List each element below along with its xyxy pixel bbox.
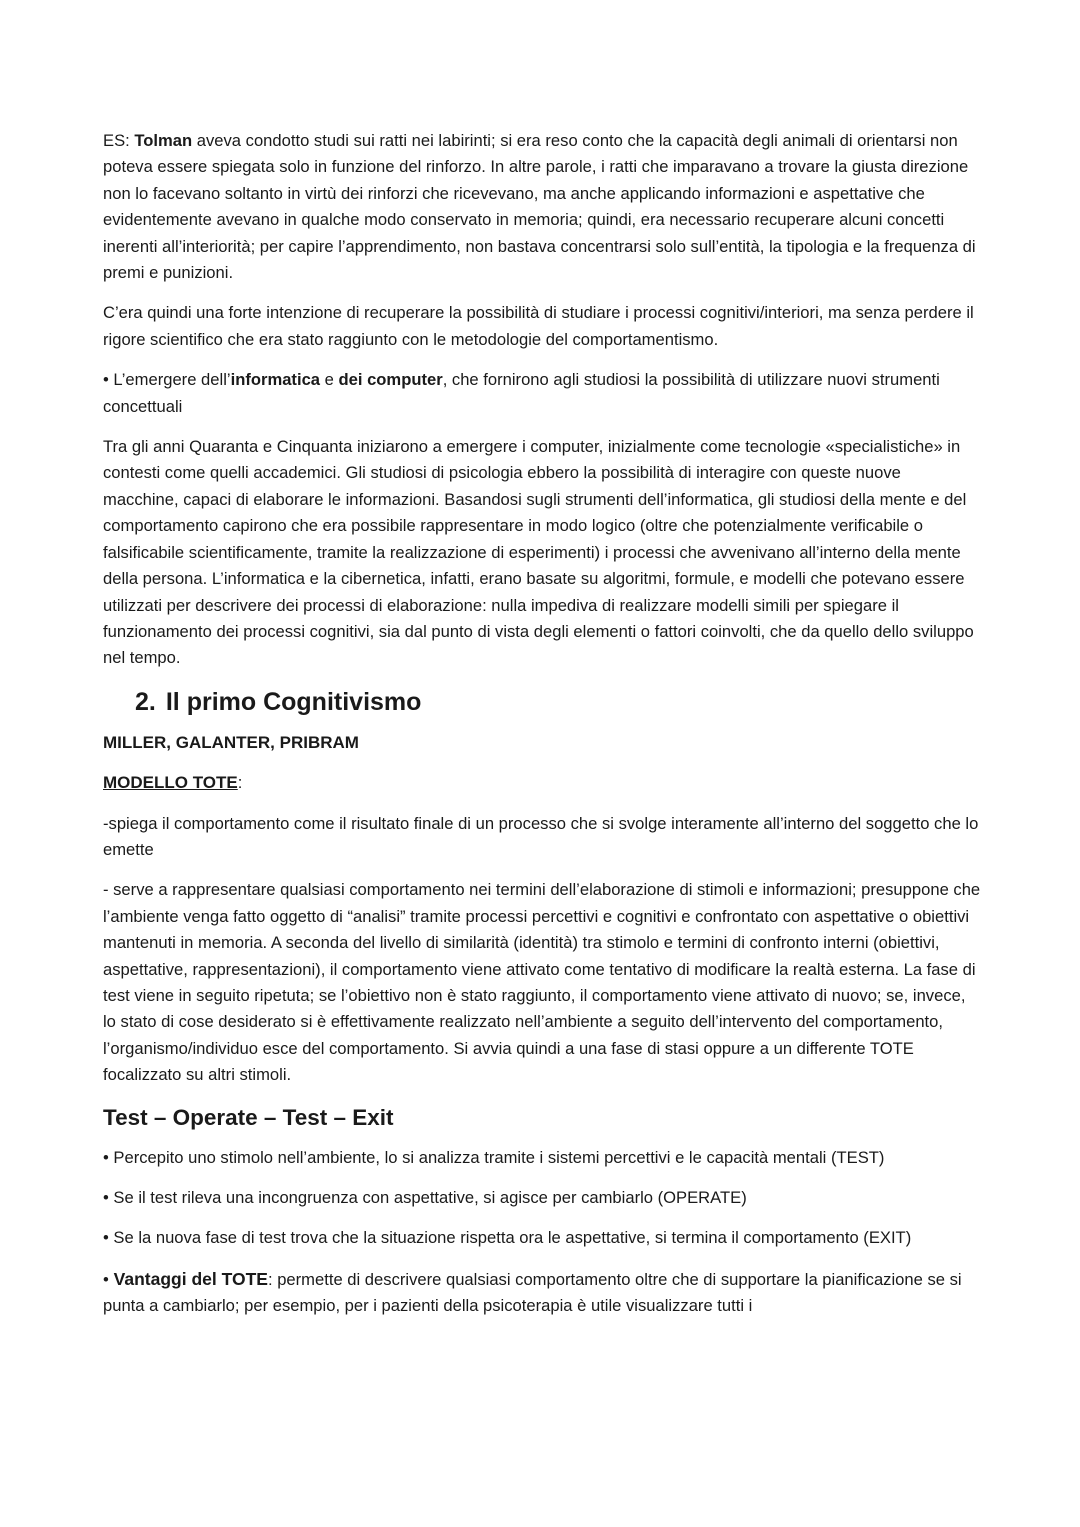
document-page [103, 128, 981, 1334]
bullet-operate: • Se il test rileva una incongruenza con aspettative, si agisce per cambiarlo (OPERATE) [103, 1188, 747, 1207]
paragraph-tote-serves: - serve a rappresentare qualsiasi comportamento nei termini dell’elaborazione di stimoli e informazioni; presuppone che l’ambiente venga fatto oggetto di “analisi” tramite processi percettivi e cognitivi e confrontato con aspettative o obiettivi mantenuti in memoria. A seconda del livello di similarità (identità) tra stimolo e termini di confronto interni (obiettivi, aspettative, rappresentazioni), il comportamento viene attivato come tentativo di modificare la realtà esterna. La fase di test viene in seguito ripetuta; se l’obiettivo non è stato raggiunto, il comportamento viene attivato di nuovo; se, invece, lo stato di cose desiderato si è effettivamente realizzato nell’ambiente a seguito dell’intervento del comportamento, l’organismo/individuo esce del comportamento. Si avvia quindi a una fase di stasi oppure a un differente TOTE focalizzato su altri stimoli. [103, 880, 981, 1085]
section-title: Il primo Cognitivismo [165, 687, 422, 716]
paragraph-cognitive-intent: C’era quindi una forte intenzione di recuperare la possibilità di studiare i processi cognitivi/interiori, ma senza perdere il rigore scientifico che era stato raggiunto con le metodologie del comportamentismo. [103, 303, 974, 349]
bullet-test: • Percepito uno stimolo nell’ambiente, lo si analizza tramite i sistemi percettivi e le capacità mentali (TEST) [103, 1147, 885, 1167]
section-number: 2. [135, 687, 156, 716]
bullet-advantages: • Vantaggi del TOTE: permette di descrivere qualsiasi comportamento oltre che di supportare la pianificazione se si punta a cambiarlo; per esempio, per i pazienti della psicoterapia è utile visualizzare tutti i [103, 1268, 962, 1316]
paragraph-computers: Tra gli anni Quaranta e Cinquanta iniziarono a emergere i computer, inizialmente come tecnologie «specialistiche» in contesti come quelli accademici. Gli studiosi di psicologia ebbero la possibilità di interagire con queste nuove macchine, capaci di elaborare le informazioni. Basandosi sugli strumenti dell’informatica, gli studiosi della mente e del comportamento capirono che era possibile rappresentare in modo logico (oltre che potenzialmente verificabile o falsificabile scientificamente, tramite la realizzazione di esperimenti) i processi che avvenivano all’interno della mente della persona. L’informatica e la cibernetica, infatti, erano basate su algoritmi, formule, e modelli che potevano essere utilizzati per descrivere dei processi di elaborazione: nulla impediva di realizzare modelli simili per spiegare il funzionamento dei processi cognitivi, sia dal punto di vista degli elementi o fattori coinvolti, che da quello dello sviluppo nel tempo. [103, 437, 974, 668]
tolman-name: Tolman [134, 131, 193, 150]
model-label: MODELLO TOTE: [103, 773, 243, 793]
authors-line: MILLER, GALANTER, PRIBRAM [103, 732, 359, 752]
section-heading [135, 686, 981, 718]
paragraph-tolman: ES: Tolman aveva condotto studi sui ratti nei labirinti; si era reso conto che la capacità degli animali di orientarsi non poteva essere spiegata solo in funzione del rinforzo. In altre parole, i ratti che imparavano a trovare la giusta direzione non lo facevano soltanto in virtù dei rinforzi che ricevevano, ma anche applicando informazioni e aspettative che evidentemente avevano in qualche modo conservato in memoria; quindi, era necessario recuperare alcuni concetti inerenti all’interiorità; per capire l’apprendimento, non bastava concentrarsi solo sull’entità, la tipologia e la frequenza di premi e punizioni. [103, 131, 976, 283]
paragraph-tote-explains: -spiega il comportamento come il risultato finale di un processo che si svolge interamente all’interno del soggetto che lo emette [103, 813, 979, 859]
tote-subheading: Test – Operate – Test – Exit [103, 1104, 394, 1130]
bullet-informatics: • L’emergere dell’informatica e dei computer, che fornirono agli studiosi la possibilità di utilizzare nuovi strumenti concettuali [103, 370, 940, 416]
bullet-exit: • Se la nuova fase di test trova che la situazione rispetta ora le aspettative, si termina il comportamento (EXIT) [103, 1228, 912, 1248]
